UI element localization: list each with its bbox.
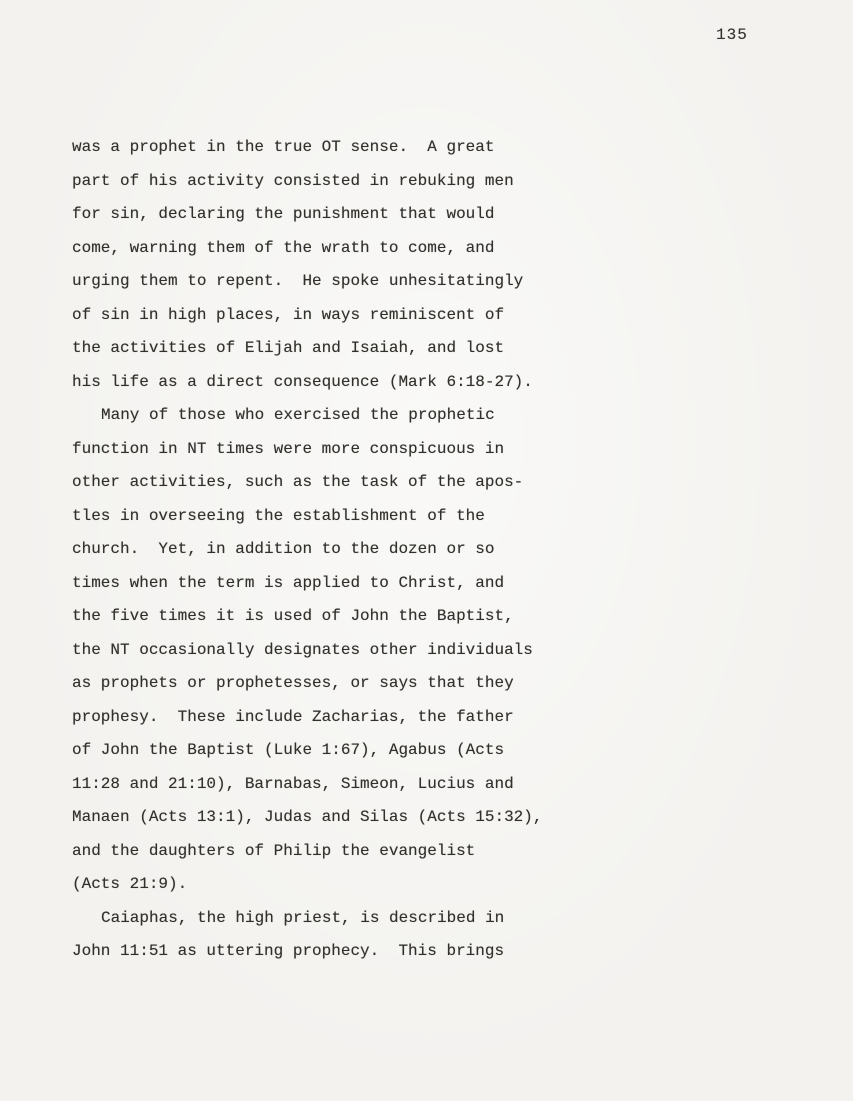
text-line: come, warning them of the wrath to come, and [72,238,495,257]
text-line: Many of those who exercised the prophetic [101,406,495,424]
text-line: of sin in high places, in ways reminiscent of [72,305,505,324]
text-block [72,131,592,969]
text-line: was a prophet in the true OT sense. A great [72,138,495,156]
page-body-text [72,131,592,969]
text-line: the NT occasionally designates other individuals [72,640,533,659]
paragraph [72,902,592,969]
text-line: urging them to repent. He spoke unhesitatingly [72,272,524,290]
text-line: function in NT times were more conspicuous in [72,439,505,458]
paragraph [72,399,592,902]
paragraph [72,131,592,399]
text-line: other activities, such as the task of the apos- [72,473,524,491]
text-line: Caiaphas, the high priest, is described in [101,908,505,927]
text-line: times when the term is applied to Christ, and [72,573,505,592]
text-line: prophesy. These include Zacharias, the father [72,707,514,726]
text-line: part of his activity consisted in rebuking men [72,171,514,190]
text-line: his life as a direct consequence (Mark 6:18-27). [72,372,533,391]
text-line: the five times it is used of John the Baptist, [72,607,514,625]
text-line: the activities of Elijah and Isaiah, and lost [72,339,505,357]
text-line: for sin, declaring the punishment that would [72,205,495,223]
text-line: (Acts 21:9). [72,875,188,893]
text-line: tles in overseeing the establishment of the [72,506,485,525]
text-line: 11:28 and 21:10), Barnabas, Simeon, Lucius and [72,774,514,793]
page-number: 135 [716,26,748,44]
text-line: and the daughters of Philip the evangelist [72,841,476,860]
text-line: Manaen (Acts 13:1), Judas and Silas (Acts 15:32), [72,808,543,826]
text-line: John 11:51 as uttering prophecy. This brings [72,942,505,960]
text-line: church. Yet, in addition to the dozen or so [72,540,495,558]
text-line: of John the Baptist (Luke 1:67), Agabus (Acts [72,741,505,759]
text-line: as prophets or prophetesses, or says that they [72,674,514,692]
